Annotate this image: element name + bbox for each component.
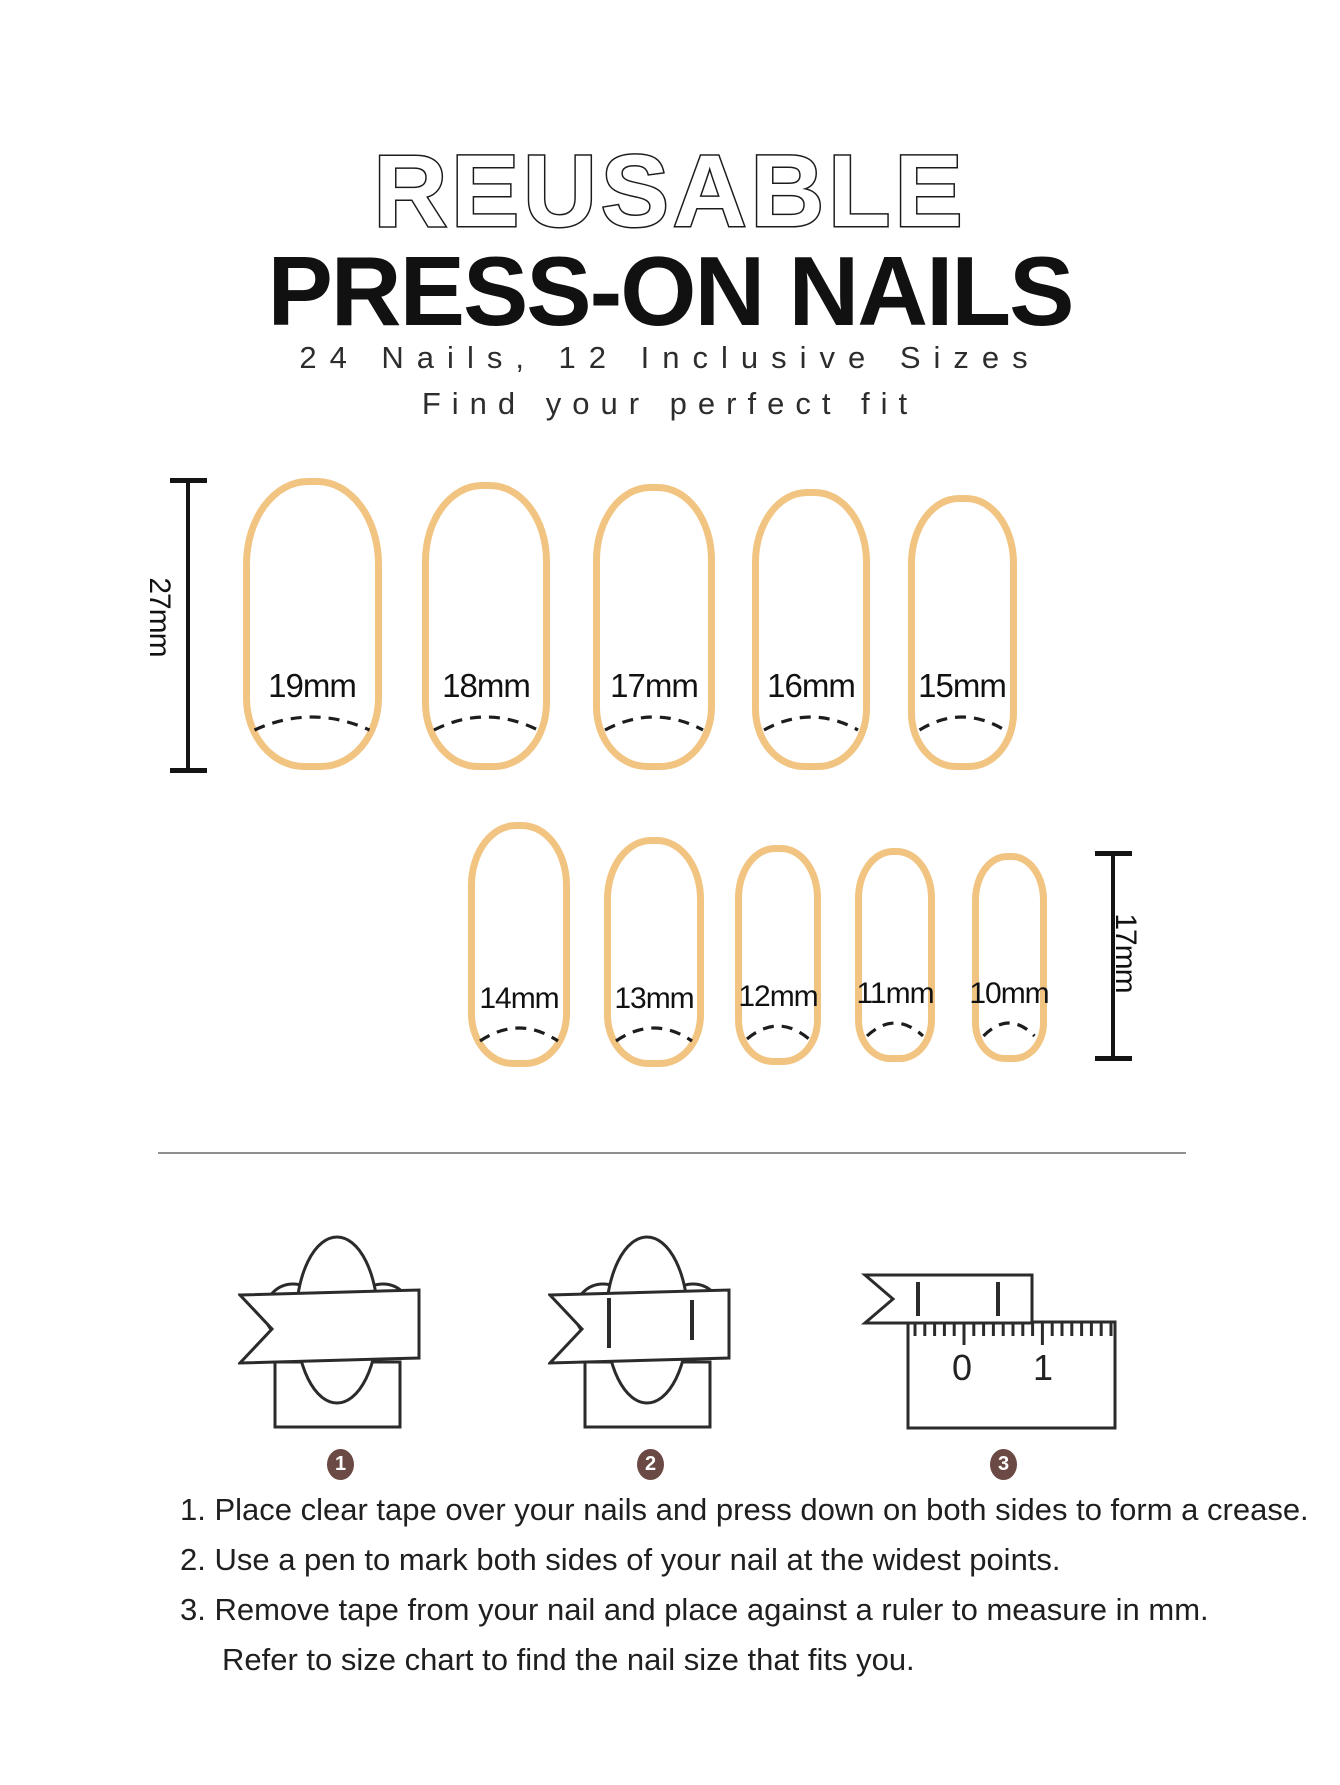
measure-cap-left-top — [170, 478, 207, 483]
measure-cap-right-top — [1095, 851, 1132, 856]
tape-banner — [865, 1275, 1032, 1323]
nail-outline-14mm — [468, 822, 570, 1067]
measure-cap-left-bottom — [170, 768, 207, 773]
instruction-line-4: Refer to size chart to find the nail size that fits you. — [222, 1642, 915, 1677]
page-title: PRESS-ON NAILS — [267, 236, 1073, 346]
tape-banner — [550, 1290, 729, 1363]
nail-size-label: 16mm — [767, 667, 855, 704]
diagram-step1-tape-on-nail — [238, 1232, 438, 1467]
section-divider — [158, 1152, 1186, 1154]
title-outline-svg — [0, 138, 1340, 248]
nail-size-label: 12mm — [738, 980, 818, 1013]
cuticle-arc — [613, 1018, 695, 1044]
instruction-line-1: 1. Place clear tape over your nails and press down on both sides to form a crease. — [180, 1492, 1309, 1527]
subtitle-line-1: 24 Nails, 12 Inclusive Sizes — [299, 340, 1041, 375]
nail-outline-10mm — [969, 853, 1049, 1062]
step-badge-3: 3 — [990, 1449, 1017, 1480]
title-outline: REUSABLE — [373, 138, 967, 248]
step-badge-1: 1 — [327, 1449, 354, 1480]
nail-outline-15mm — [908, 495, 1017, 770]
cuticle-arc — [744, 1016, 812, 1042]
measure-label-right: 17mm — [1109, 913, 1142, 993]
cuticle-arc — [602, 707, 706, 733]
tape-banner — [240, 1290, 419, 1363]
cuticle-arc — [864, 1013, 926, 1039]
ruler-number-1: 1 — [1032, 1347, 1054, 1388]
nail-size-label: 18mm — [442, 667, 530, 704]
cuticle-arc — [917, 707, 1008, 733]
nail-size-label: 15mm — [918, 667, 1006, 704]
step-badge-2: 2 — [637, 1449, 664, 1480]
nail-size-label: 14mm — [479, 982, 559, 1015]
nail-outline-17mm — [593, 484, 715, 770]
instruction-line-3: 3. Remove tape from your nail and place against a ruler to measure in mm. — [180, 1592, 1209, 1627]
ruler-body — [908, 1322, 1115, 1428]
nail-outline-18mm — [422, 482, 550, 770]
measure-cap-right-bottom — [1095, 1056, 1132, 1061]
nail-outline-13mm — [604, 837, 704, 1067]
measure-label-left: 27mm — [143, 577, 176, 657]
nail-size-label: 11mm — [856, 977, 934, 1010]
nail-size-label: 17mm — [610, 667, 698, 704]
ruler-number-0: 0 — [951, 1347, 973, 1388]
subtitle-line-2: Find your perfect fit — [421, 386, 919, 421]
cuticle-arc — [761, 707, 861, 733]
cuticle-arc — [981, 1013, 1038, 1039]
diagram-step3-ruler — [858, 1232, 1123, 1432]
nail-outline-19mm — [243, 478, 382, 770]
cuticle-arc — [431, 707, 541, 733]
instruction-line-2: 2. Use a pen to mark both sides of your nail at the widest points. — [180, 1542, 1061, 1577]
nail-outline-11mm — [855, 848, 935, 1062]
diagram-step2-marked-tape — [548, 1232, 748, 1467]
measure-line-left — [186, 480, 190, 771]
instructions — [180, 1492, 1309, 1692]
nail-size-label: 19mm — [268, 667, 356, 704]
cuticle-arc — [252, 707, 373, 733]
nail-size-label: 13mm — [614, 982, 694, 1015]
cuticle-arc — [477, 1018, 561, 1044]
nail-size-label: 10mm — [969, 977, 1049, 1010]
nail-outline-12mm — [735, 845, 821, 1065]
nail-outline-16mm — [752, 489, 870, 770]
